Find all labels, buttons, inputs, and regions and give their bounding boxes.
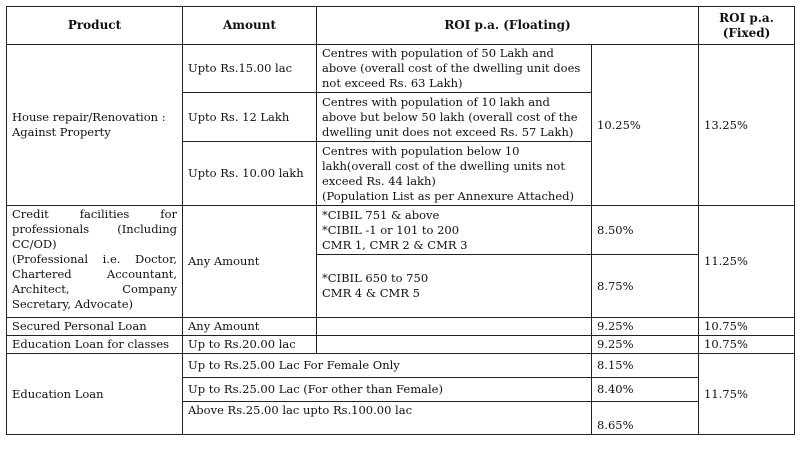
- header-roi-fixed: [699, 7, 795, 45]
- classes-product: Education Loan for classes: [7, 336, 183, 354]
- table-row: [7, 354, 795, 378]
- header-product: Product: [7, 7, 183, 45]
- credit-product-title: Credit facilities for professionals (Including CC/OD): [12, 207, 177, 251]
- house-product: House repair/Renovation : Against Property: [7, 45, 183, 206]
- credit-tier-2-line: *CIBIL 650 to 750: [322, 271, 429, 285]
- house-amount-1: Upto Rs.15.00 lac: [183, 45, 317, 93]
- education-product: Education Loan: [7, 354, 183, 435]
- table-row: [7, 206, 795, 255]
- house-amount-2: Upto Rs. 12 Lakh: [183, 93, 317, 142]
- house-desc-3: [317, 142, 592, 206]
- credit-tier-1: [317, 206, 592, 255]
- education-amount-2: Up to Rs.25.00 Lac (For other than Female): [183, 378, 592, 402]
- credit-tier-2-line: CMR 4 & CMR 5: [322, 286, 420, 300]
- table-row: [7, 45, 795, 93]
- classes-amount: Up to Rs.20.00 lac: [183, 336, 317, 354]
- education-amount-3: Above Rs.25.00 lac upto Rs.100.00 lac: [183, 402, 592, 435]
- population-note: (Population List as per Annexure Attached): [322, 188, 574, 203]
- house-desc-1: Centres with population of 50 Lakh and above (overall cost of the dwelling unit does not exceed Rs. 63 Lakh): [317, 45, 592, 93]
- education-rate-2: 8.40%: [592, 378, 699, 402]
- credit-tier-1-rate: 8.50%: [592, 206, 699, 255]
- house-amount-3: Upto Rs. 10.00 lakh: [183, 142, 317, 206]
- header-roi-floating: ROI p.a. (Floating): [317, 7, 699, 45]
- credit-tier-1-line: *CIBIL 751 & above: [322, 207, 440, 222]
- interest-rate-table: [6, 6, 795, 435]
- header-row: [7, 7, 795, 45]
- personal-fixed-rate: 10.75%: [699, 318, 795, 336]
- house-desc-2: Centres with population of 10 lakh and above but below 50 lakh (overall cost of the dwelling unit does not exceed Rs. 57 Lakh): [317, 93, 592, 142]
- education-amount-1: Up to Rs.25.00 Lac For Female Only: [183, 354, 592, 378]
- header-amount: Amount: [183, 7, 317, 45]
- credit-tier-1-line: *CIBIL -1 or 101 to 200: [322, 222, 460, 237]
- classes-fixed-rate: 10.75%: [699, 336, 795, 354]
- credit-product: [7, 206, 183, 318]
- credit-tier-1-line: CMR 1, CMR 2 & CMR 3: [322, 237, 468, 252]
- personal-empty: [317, 318, 592, 336]
- classes-empty: [317, 336, 592, 354]
- education-fixed-rate: 11.75%: [699, 354, 795, 435]
- header-roi-fixed-line1: ROI p.a.: [719, 10, 774, 25]
- table-row: [7, 318, 795, 336]
- personal-product: Secured Personal Loan: [7, 318, 183, 336]
- education-rate-1: 8.15%: [592, 354, 699, 378]
- personal-floating-rate: 9.25%: [592, 318, 699, 336]
- house-floating-rate: 10.25%: [592, 45, 699, 206]
- credit-tier-2: [317, 255, 592, 318]
- credit-amount: Any Amount: [183, 206, 317, 318]
- house-desc-3-text: Centres with population below 10 lakh(overall cost of the dwelling units not exceed Rs. 44 lakh): [322, 143, 565, 188]
- credit-tier-2-rate: 8.75%: [592, 255, 699, 318]
- table-row: [7, 336, 795, 354]
- credit-product-note: (Professional i.e. Doctor, Chartered Accountant, Architect, Company Secretary, Advocate): [12, 252, 177, 311]
- house-fixed-rate: 13.25%: [699, 45, 795, 206]
- classes-floating-rate: 9.25%: [592, 336, 699, 354]
- personal-amount: Any Amount: [183, 318, 317, 336]
- education-rate-3: 8.65%: [592, 402, 699, 435]
- credit-fixed-rate: 11.25%: [699, 206, 795, 318]
- header-roi-fixed-line2: (Fixed): [722, 25, 771, 40]
